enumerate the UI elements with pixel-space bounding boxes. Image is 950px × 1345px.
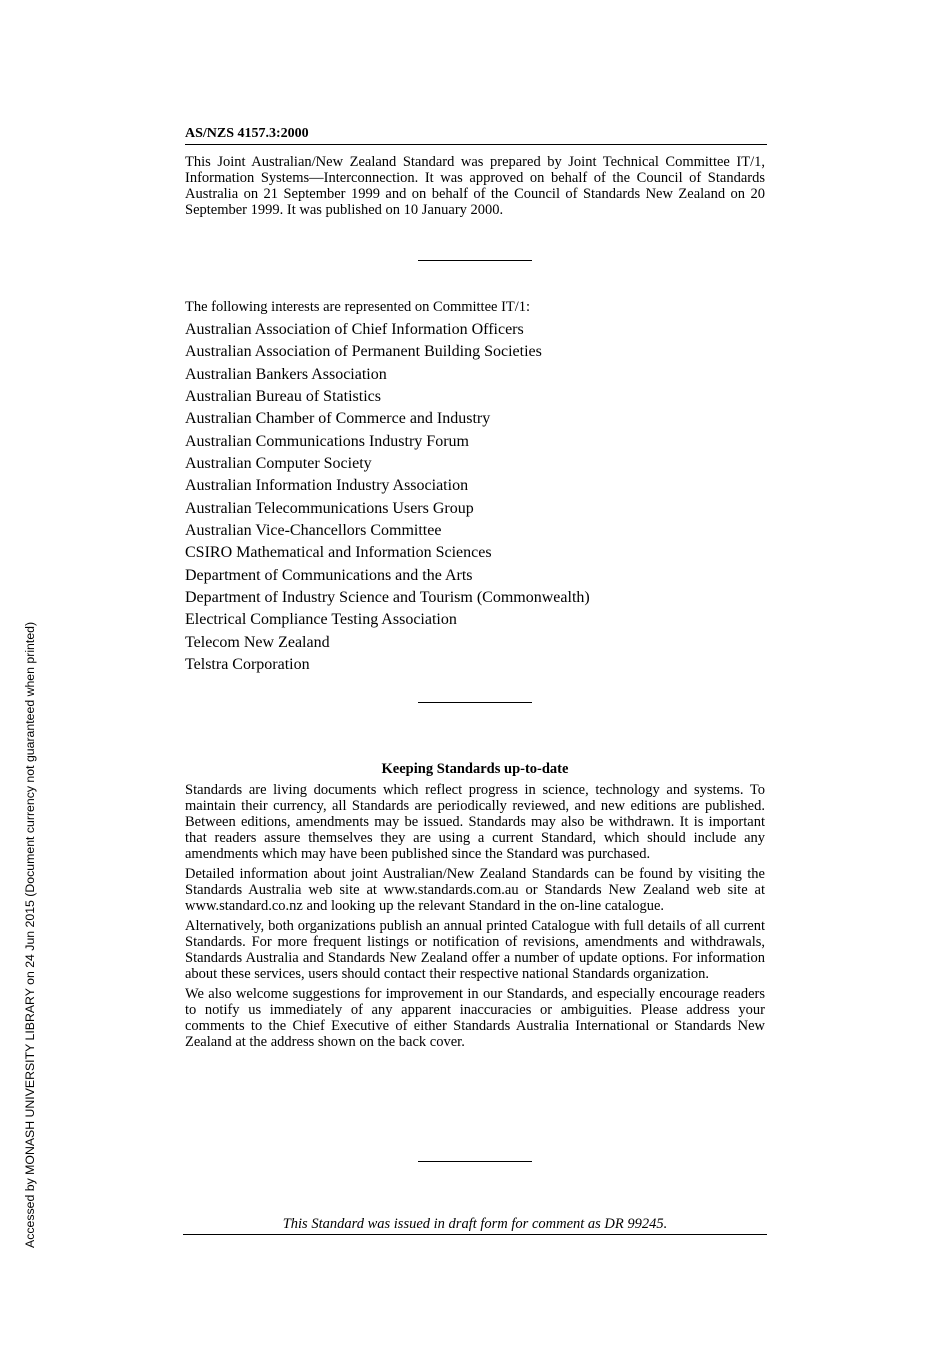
committee-member: Australian Telecommunications Users Group [185,499,474,517]
section-divider [418,260,532,261]
draft-note: This Standard was issued in draft form for comment as DR 99245. [183,1215,767,1235]
committee-member-list [185,319,765,677]
committee-member: Australian Information Industry Association [185,477,469,495]
intro-paragraph: This Joint Australian/New Zealand Standard was prepared by Joint Technical Committee IT/1, Information Systems—Interconnection. It was approved on behalf of the Council of Standards Australia on 21 September 1999 and on behalf of the Council of Standards New Zealand on 20 September 1999. It was published on 10 January 2000. [185,154,765,218]
access-watermark: Accessed by MONASH UNIVERSITY LIBRARY on 24 Jun 2015 (Document currency not guaranteed when printed) [23,621,37,1248]
keeping-standards-body [185,782,765,1054]
committee-member: Australian Vice-Chancellors Committee [185,522,442,540]
document-id: AS/NZS 4157.3:2000 [185,125,767,145]
keeping-paragraph: Standards are living documents which reflect progress in science, technology and systems. To maintain their currency, all Standards are periodically reviewed, and new editions are published. Between editions, amendments may be issued. Standards may also be withdrawn. It is important that readers assure themselves they are using a current Standard, which should include any amendments which may have been published since the Standard was purchased. [185,782,765,862]
committee-member: Australian Association of Permanent Building Societies [185,343,542,361]
committee-member: Australian Association of Chief Information Officers [185,321,524,338]
keeping-paragraph: Detailed information about joint Australian/New Zealand Standards can be found by visiting the Standards Australia web site at www.standards.com.au or Standards New Zealand web site at www.standard.co.nz and looking up the relevant Standard in the on-line catalogue. [185,866,765,914]
keeping-standards-heading: Keeping Standards up-to-date [381,761,569,777]
section-divider [418,702,532,703]
committee-member: Department of Industry Science and Tourism (Commonwealth) [185,589,590,607]
committee-heading: The following interests are represented on Committee IT/1: [185,299,531,315]
committee-member: CSIRO Mathematical and Information Sciences [185,544,492,562]
keeping-paragraph: Alternatively, both organizations publish an annual printed Catalogue with full details of all current Standards. For more frequent listings or notification of revisions, amendments and withdrawals, Standards Australia and Standards New Zealand offer a number of update options. For information about these services, users should contact their respective national Standards organization. [185,918,765,982]
committee-member: Telstra Corporation [185,656,310,674]
committee-member: Australian Bankers Association [185,365,387,383]
committee-member: Electrical Compliance Testing Association [185,611,457,629]
section-divider [418,1161,532,1162]
committee-member: Department of Communications and the Arts [185,566,473,584]
keeping-paragraph: We also welcome suggestions for improvement in our Standards, and especially encourage readers to notify us immediately of any apparent inaccuracies or ambiguities. Please address your comments to the Chief Executive of either Standards Australia International or Standards New Zealand at the address shown on the back cover. [185,986,765,1050]
committee-member: Australian Communications Industry Forum [185,432,469,450]
committee-member: Australian Chamber of Commerce and Industry [185,410,491,428]
committee-member: Australian Computer Society [185,455,372,473]
committee-member: Australian Bureau of Statistics [185,388,381,406]
committee-member: Telecom New Zealand [185,633,330,651]
